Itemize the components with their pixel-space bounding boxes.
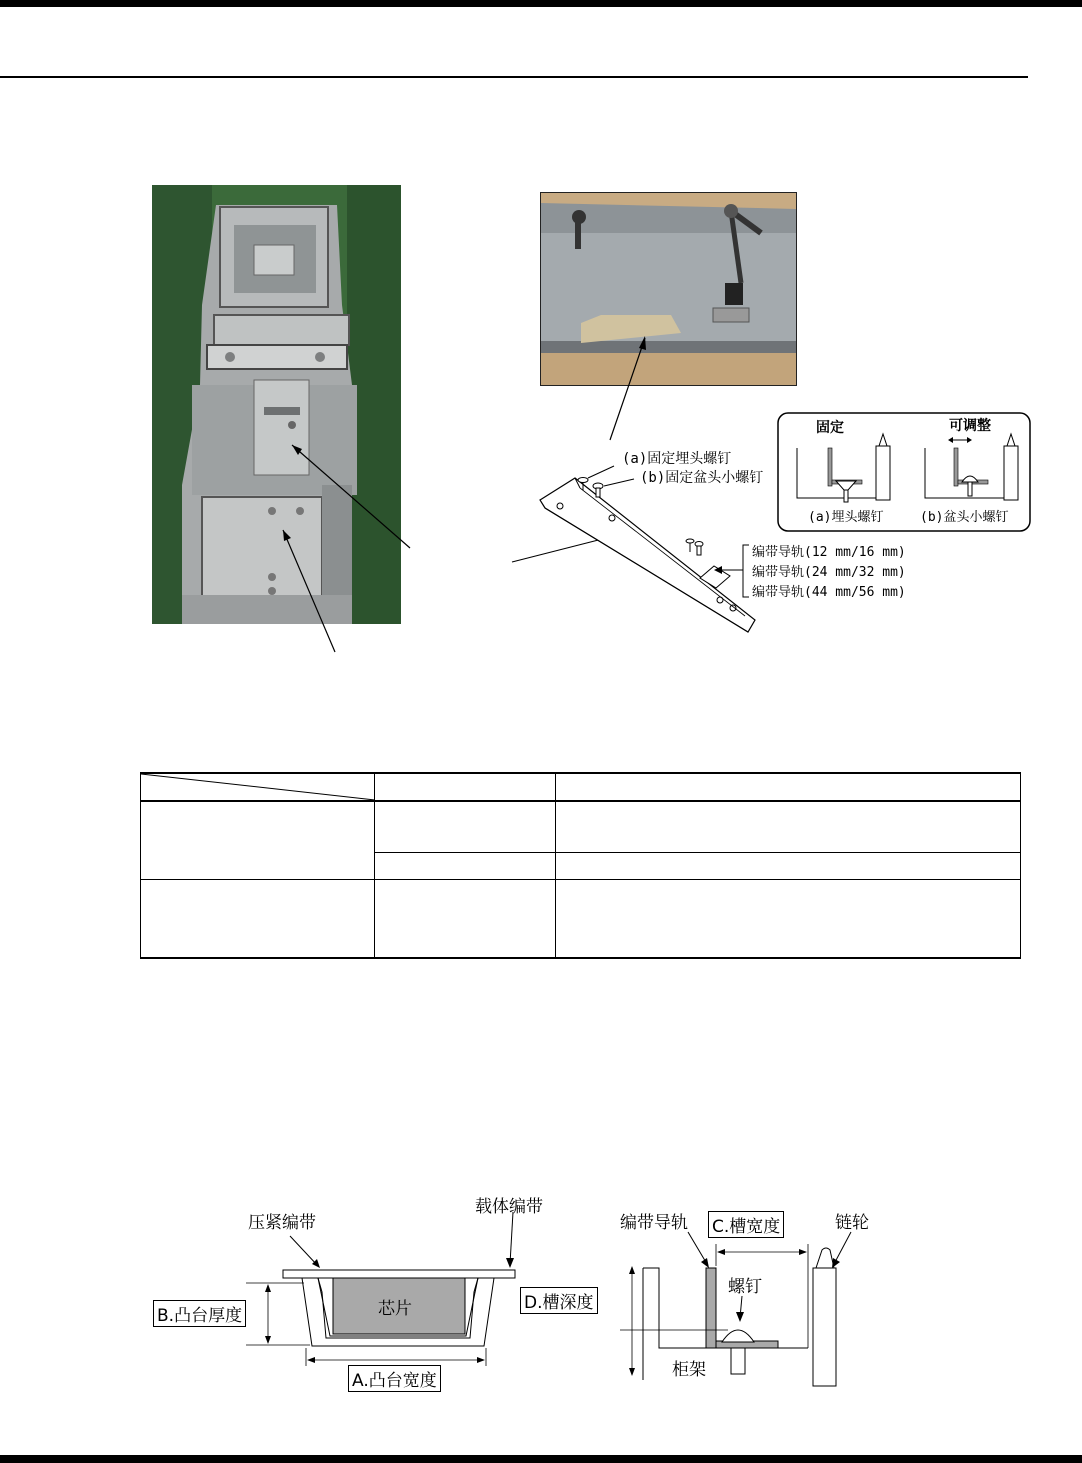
sprocket-part (813, 1268, 836, 1386)
rail-size-label-3: 编带导轨(44 mm/56 mm) (752, 585, 906, 600)
sprocket-label: 链轮 (835, 1213, 869, 1233)
slot-depth-label: D.槽深度 (520, 1287, 598, 1314)
adjustable-label: 可调整 (949, 418, 991, 434)
frame-outline (643, 1268, 808, 1348)
screw-a-label: (a)固定埋头螺钉 (622, 451, 732, 467)
rail-size-label-1: 编带导轨(12 mm/16 mm) (752, 545, 906, 560)
chip-label: 芯片 (378, 1299, 412, 1319)
press-tape-label: 压紧编带 (248, 1213, 316, 1233)
rail-size-label-2: 编带导轨(24 mm/32 mm) (752, 565, 906, 580)
press-tape (283, 1270, 515, 1278)
carrier-tape-label: 载体编带 (475, 1197, 543, 1217)
slot-width-label: C.槽宽度 (708, 1211, 784, 1238)
tape-guide-label: 编带导轨 (620, 1213, 688, 1233)
screw-label: 螺钉 (728, 1277, 762, 1297)
boss-width-label: A.凸台宽度 (348, 1365, 441, 1392)
fixed-label: 固定 (816, 420, 844, 436)
boss-thickness-label: B.凸台厚度 (153, 1300, 246, 1327)
screw-shank (731, 1348, 745, 1374)
screw-a-caption: (a)埋头螺钉 (808, 510, 884, 525)
screw-b-caption: (b)盆头小螺钉 (920, 510, 1009, 525)
screw-b-label: (b)固定盆头小螺钉 (640, 470, 764, 486)
tape-guide-part (706, 1268, 716, 1348)
screw-head (722, 1330, 754, 1342)
frame-label: 柜架 (672, 1360, 706, 1380)
